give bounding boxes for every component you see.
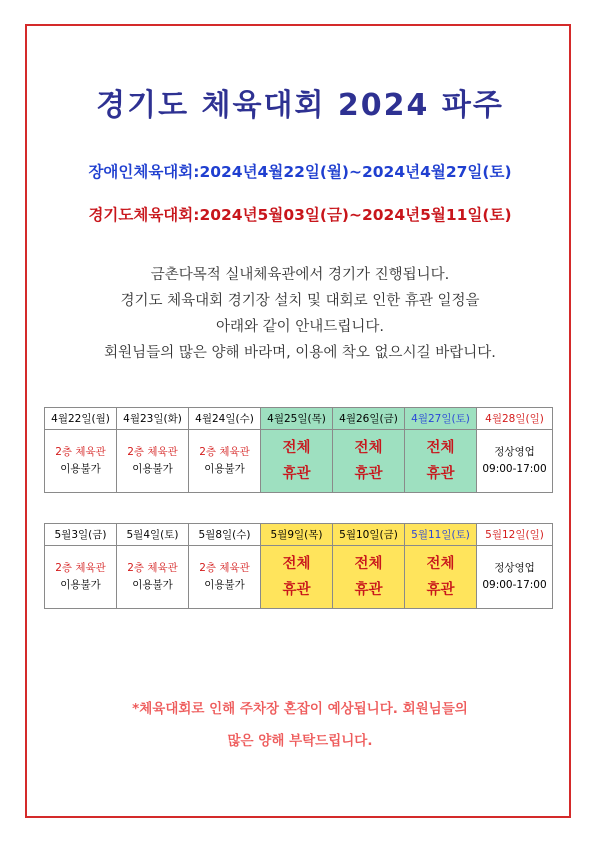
nouse-sublabel: 이용불가 — [132, 463, 173, 475]
status-cell-closed — [405, 430, 477, 493]
open-label: 정상영업 — [494, 446, 535, 458]
date-cell: 5월8일(수) — [189, 524, 261, 546]
status-cell-nouse — [117, 546, 189, 609]
may-schedule-table — [44, 523, 553, 609]
closed-sublabel: 휴관 — [426, 466, 455, 482]
nouse-sublabel: 이용불가 — [60, 463, 101, 475]
page-title: 경기도 체육대회 2024 파주 — [96, 88, 504, 123]
date-cell-sunday: 4월28일(일) — [477, 408, 553, 430]
closed-label: 전체 — [282, 440, 311, 456]
status-cell-nouse — [189, 546, 261, 609]
date-cell-saturday: 5월11일(토) — [405, 524, 477, 546]
status-cell-closed — [261, 546, 333, 609]
nouse-label: 2층 체육관 — [55, 562, 106, 574]
status-cell-closed — [333, 430, 405, 493]
status-cell-nouse — [189, 430, 261, 493]
closed-sublabel: 휴관 — [354, 466, 383, 482]
closed-sublabel: 휴관 — [426, 582, 455, 598]
notice-line: 많은 양해 부탁드립니다. — [227, 733, 373, 749]
status-cell-closed — [405, 546, 477, 609]
nouse-label: 2층 체육관 — [55, 446, 106, 458]
status-cell-closed — [333, 546, 405, 609]
nouse-sublabel: 이용불가 — [132, 579, 173, 591]
closed-sublabel: 휴관 — [354, 582, 383, 598]
parking-notice — [0, 693, 600, 757]
date-cell: 4월24일(수) — [189, 408, 261, 430]
date-cell: 5월4일(토) — [117, 524, 189, 546]
disabled-games-period: 장애인체육대회:2024년4월22일(월)~2024년4월27일(토) — [88, 163, 512, 181]
date-cell-saturday: 4월27일(토) — [405, 408, 477, 430]
date-cell: 4월22일(월) — [45, 408, 117, 430]
notice-line: *체육대회로 인해 주차장 혼잡이 예상됩니다. 회원님들의 — [132, 701, 468, 717]
closed-label: 전체 — [426, 556, 455, 572]
date-cell: 4월25일(목) — [261, 408, 333, 430]
open-label: 정상영업 — [494, 562, 535, 574]
table-status-row — [45, 430, 553, 493]
date-cell: 5월10일(금) — [333, 524, 405, 546]
table-header-row — [45, 408, 553, 430]
status-cell-open — [477, 546, 553, 609]
date-cell: 5월9일(목) — [261, 524, 333, 546]
date-cell: 4월23일(화) — [117, 408, 189, 430]
status-cell-nouse — [45, 430, 117, 493]
nouse-sublabel: 이용불가 — [60, 579, 101, 591]
table-status-row — [45, 546, 553, 609]
table-header-row — [45, 524, 553, 546]
gyeonggi-games-period: 경기도체육대회:2024년5월03일(금)~2024년5월11일(토) — [88, 206, 512, 224]
intro-line: 회원님들의 많은 양해 바라며, 이용에 착오 없으시길 바랍니다. — [104, 345, 496, 361]
intro-line: 아래와 같이 안내드립니다. — [216, 319, 384, 335]
closed-sublabel: 휴관 — [282, 582, 311, 598]
intro-notice — [0, 262, 600, 366]
nouse-label: 2층 체육관 — [199, 446, 250, 458]
open-hours: 09:00-17:00 — [482, 579, 547, 591]
closed-label: 전체 — [354, 556, 383, 572]
intro-line: 경기도 체육대회 경기장 설치 및 대회로 인한 휴관 일정을 — [120, 293, 480, 309]
nouse-label: 2층 체육관 — [199, 562, 250, 574]
status-cell-nouse — [117, 430, 189, 493]
april-schedule-table — [44, 407, 553, 493]
date-cell: 5월3일(금) — [45, 524, 117, 546]
date-cell: 4월26일(금) — [333, 408, 405, 430]
nouse-sublabel: 이용불가 — [204, 579, 245, 591]
nouse-sublabel: 이용불가 — [204, 463, 245, 475]
status-cell-closed — [261, 430, 333, 493]
intro-line: 금촌다목적 실내체육관에서 경기가 진행됩니다. — [150, 267, 450, 283]
closed-label: 전체 — [282, 556, 311, 572]
open-hours: 09:00-17:00 — [482, 463, 547, 475]
closed-sublabel: 휴관 — [282, 466, 311, 482]
closed-label: 전체 — [426, 440, 455, 456]
nouse-label: 2층 체육관 — [127, 446, 178, 458]
date-cell-sunday: 5월12일(일) — [477, 524, 553, 546]
status-cell-open — [477, 430, 553, 493]
nouse-label: 2층 체육관 — [127, 562, 178, 574]
closed-label: 전체 — [354, 440, 383, 456]
status-cell-nouse — [45, 546, 117, 609]
